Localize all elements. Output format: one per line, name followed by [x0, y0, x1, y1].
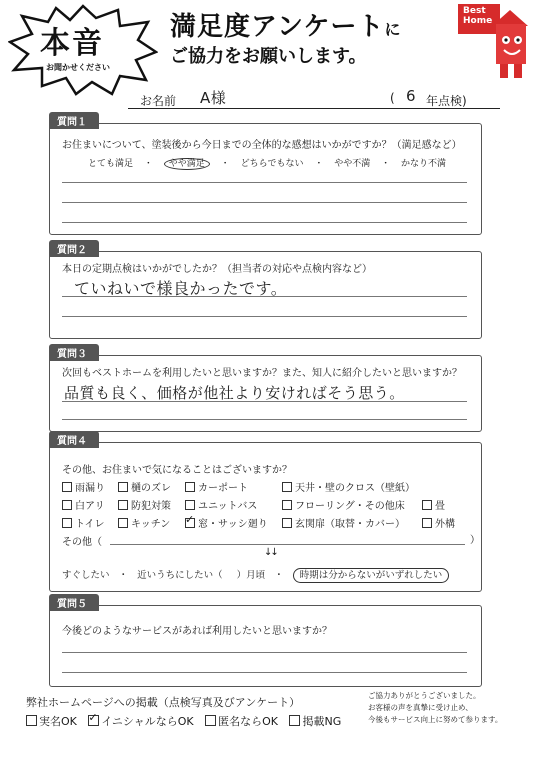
other-input-line[interactable]	[110, 544, 465, 545]
logo-text: Best Home	[463, 6, 493, 26]
check-unit-bath[interactable]: ユニットバス	[185, 497, 257, 512]
question-5-tab: 質問５	[49, 594, 99, 611]
question-2-tab: 質問２	[49, 240, 99, 257]
check-entrance-door[interactable]: 玄関扉（取替・カバー）	[282, 515, 405, 530]
question-5-section	[49, 599, 482, 687]
other-close: ）	[470, 535, 480, 546]
opt-real-name[interactable]: 実名OK	[26, 715, 77, 728]
question-3-section	[49, 349, 482, 432]
question-3-text: 次回もベストホームを利用したいと思いますか？また、知人に紹介したいと思いますか？	[62, 368, 462, 379]
check-exterior[interactable]: 外構	[422, 515, 455, 530]
answer-line	[62, 672, 467, 673]
year-open: (	[390, 91, 395, 105]
check-amamori[interactable]: 雨漏り	[62, 479, 105, 494]
opt-initials[interactable]: ✓ イニシャルならOK	[88, 711, 194, 728]
answer-line	[62, 401, 467, 402]
question-1-text: お住まいについて、塗装後から今日までの全体的な感想はいかがですか？（満足感など）	[62, 140, 462, 151]
page-title: 満足度アンケートに	[170, 12, 402, 42]
badge-subtitle: お聞かせください	[46, 63, 110, 72]
check-kitchen[interactable]: キッチン	[118, 515, 170, 530]
arrow-down-icon: ↓↓	[264, 547, 277, 558]
question-4-text: その他、お住まいで気になることはございますか？	[62, 465, 292, 476]
option-very-satisfied[interactable]: とても満足	[88, 159, 134, 169]
opt-anonymous[interactable]: 匿名ならOK	[205, 715, 278, 728]
year-suffix: 年点検)	[426, 94, 467, 108]
option-neutral[interactable]: どちらでもない	[240, 159, 304, 169]
option-very-dissatisfied[interactable]: かなり不満	[401, 159, 447, 169]
check-carport[interactable]: カーポート	[185, 479, 248, 494]
check-mark-icon: ✓	[185, 513, 195, 526]
check-window-sash[interactable]: ✓ 窓・サッシ廻り	[185, 513, 268, 530]
check-security[interactable]: 防犯対策	[118, 497, 171, 512]
page-subtitle: ご協力をお願いします。	[170, 46, 367, 67]
opt-no-publish[interactable]: 掲載NG	[289, 715, 341, 728]
answer-line	[62, 652, 467, 653]
question-3-answer: 品質も良く、価格が他社より安ければそう思う。	[64, 384, 405, 402]
timing-row: すぐしたい ・ 近いうちにしたい（ ）月頃 ・ 時期は分からないがいずれしたい	[62, 567, 449, 581]
answer-line	[62, 202, 467, 203]
check-mark-icon: ✓	[88, 711, 98, 724]
inspection-years: 6	[406, 87, 417, 105]
timing-month: ）月頃	[236, 570, 266, 581]
question-3-tab: 質問３	[49, 344, 99, 361]
question-2-section	[49, 245, 482, 339]
name-label: お名前	[140, 94, 177, 108]
option-somewhat-dissatisfied[interactable]: やや不満	[334, 159, 371, 169]
customer-name: A様	[200, 89, 227, 107]
answer-line	[62, 296, 467, 297]
question-5-text: 今後どのようなサービスがあれば利用したいと思いますか？	[62, 626, 332, 637]
answer-line	[62, 222, 467, 223]
answer-line	[62, 316, 467, 317]
publish-consent-options	[26, 713, 341, 729]
timing-unknown-selected[interactable]: 時期は分からないがいずれしたい	[293, 568, 450, 583]
check-toi-zure[interactable]: 樋のズレ	[118, 479, 171, 494]
option-somewhat-satisfied[interactable]: やや満足	[164, 158, 210, 170]
badge-title: 本音	[40, 26, 104, 61]
question-2-answer: ていねいで様良かったです。	[74, 279, 288, 298]
check-flooring[interactable]: フローリング・その他床	[282, 497, 405, 512]
name-row	[128, 88, 500, 109]
timing-soon[interactable]: すぐしたい	[62, 570, 110, 581]
question-4-section	[49, 436, 482, 592]
question-1-tab: 質問１	[49, 112, 99, 129]
answer-line	[62, 182, 467, 183]
check-termite[interactable]: 白アリ	[62, 497, 105, 512]
answer-line	[62, 419, 467, 420]
question-4-tab: 質問４	[49, 431, 99, 448]
check-tatami[interactable]: 畳	[422, 497, 445, 512]
question-2-text: 本日の定期点検はいかがでしたか？（担当者の対応や点検内容など）	[62, 264, 372, 275]
publish-consent-title: 弊社ホームページへの掲載（点検写真及びアンケート）	[26, 696, 301, 709]
satisfaction-options: とても満足 ・ やや満足 ・ どちらでもない ・ やや不満 ・ かなり不満	[88, 159, 447, 169]
timing-near[interactable]: 近いうちにしたい（	[137, 570, 223, 581]
question-1-section	[49, 117, 482, 235]
check-toilet[interactable]: トイレ	[62, 515, 105, 530]
check-ceiling-wall-cloth[interactable]: 天井・壁のクロス（壁紙）	[282, 479, 415, 494]
thanks-message: ご協力ありがとうございました。 お客様の声を真摯に受け止め、 今後もサービス向上に努めて参ります。	[368, 691, 503, 724]
other-label: その他（	[62, 537, 102, 548]
